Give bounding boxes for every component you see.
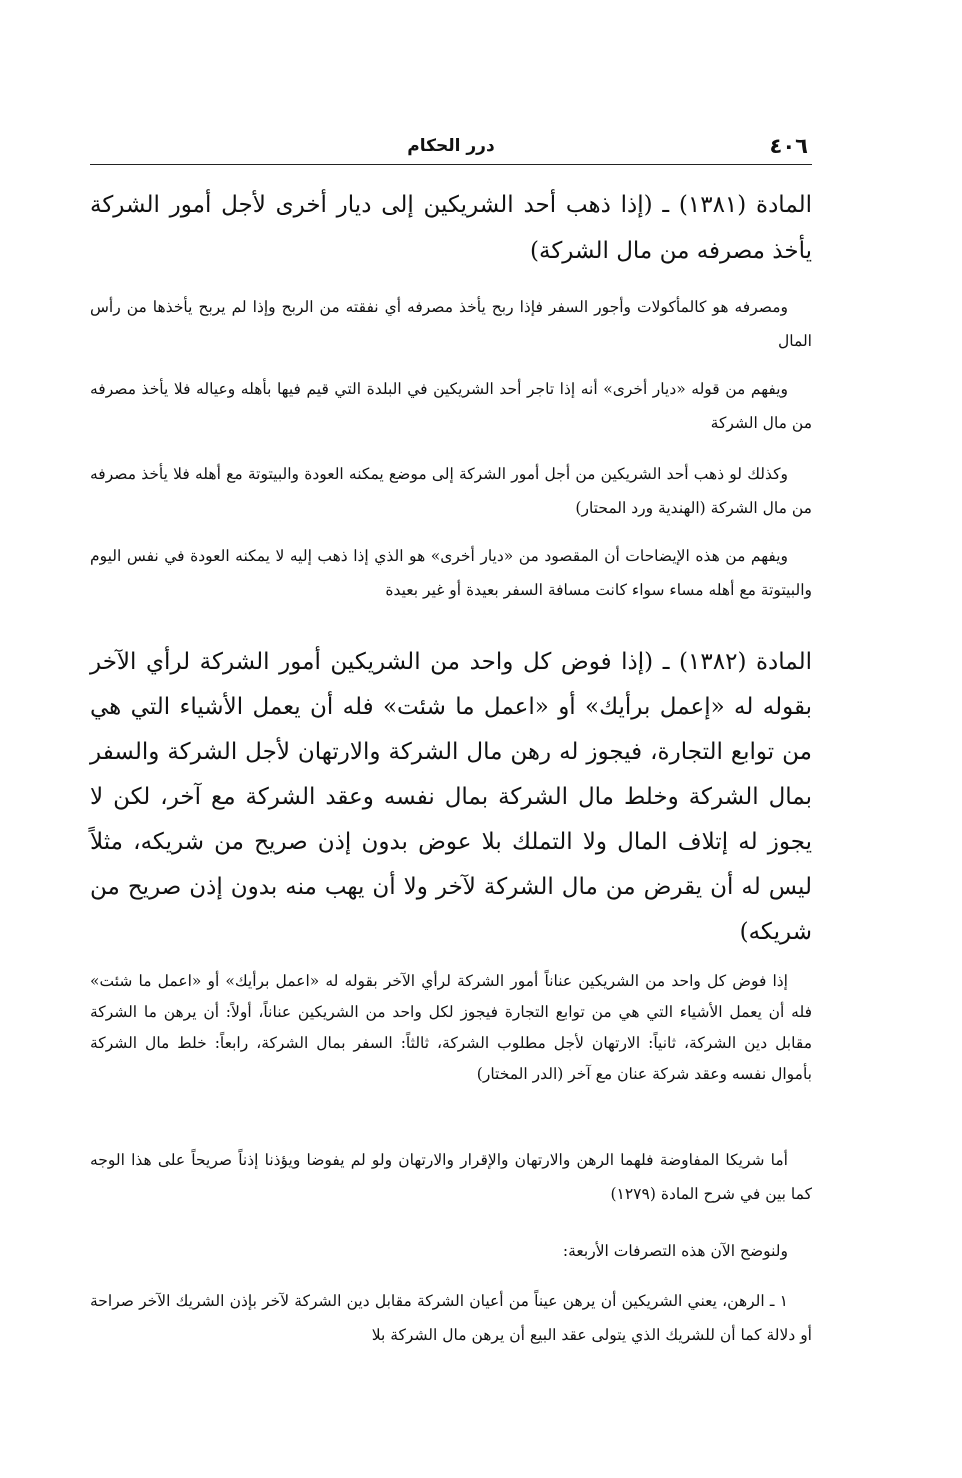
commentary-paragraph: أما شريكا المفاوضة فلهما الرهن والارتهان والإقرار والارتهان ولو لم يفوضا ويؤذنا إذناً صريحاً على هذا الوجه كما بين في شرح المادة (١٢٧٩) — [90, 1151, 812, 1203]
commentary-paragraph: إذا فوض كل واحد من الشريكين عناناً أمور الشركة لرأي الآخر بقوله له «اعمل برأيك» أو «اعمل ما شئت» فله أن يعمل الأشياء التي هي من توابع التجارة فيجوز لكل واحد من الشريكين عناناً، أولاً: أن يرهن ما الشركة مقابل دين الشركة، ثانياً: الارتهان لأجل مطلوب الشركة، ثالثاً: السفر بمال الشركة، رابعاً: خلط مال الشركة بأموال نفسه وعقد شركة عنان مع آخر (الدر المختار) — [90, 972, 812, 1083]
article-1382-heading: المادة (١٣٨٢) ـ (إذا فوض كل واحد من الشريكين أمور الشركة لرأي الآخر بقوله له «إعمل برأيك» أو «اعمل ما شئت» فله أن يعمل الأشياء التي هي من توابع التجارة، فيجوز له رهن مال الشركة والارتهان لأجل الشركة والسفر بمال الشركة وخلط مال الشركة بمال نفسه وعقد الشركة مع آخر، لكن لا يجوز له إتلاف المال ولا التملك بلا عوض بدون إذن صريح من شريكه، مثلاً ليس له أن يقرض من مال الشركة لآخر ولا أن يهب منه بدون إذن صريح من شريكه) — [90, 649, 813, 945]
page-number: ٤٠٦ — [769, 134, 808, 158]
book-title: درر الحكام — [407, 136, 495, 156]
commentary-paragraph: ولنوضح الآن هذه التصرفات الأربعة: — [562, 1242, 788, 1260]
commentary-paragraph: ويفهم من هذه الإيضاحات أن المقصود من «ديار أخرى» هو الذي إذا ذهب إليه لا يمكنه العودة في نفس اليوم والبيتوتة مع أهله مساء سواء كانت مسافة السفر بعيدة أو غير بعيدة — [90, 547, 812, 599]
article-1381-heading: المادة (١٣٨١) ـ (إذا ذهب أحد الشريكين إلى ديار أخرى لأجل أمور الشركة يأخذ مصرفه من مال الشركة) — [90, 192, 813, 264]
commentary-paragraph: ويفهم من قوله «ديار أخرى» أنه إذا تاجر أحد الشريكين في البلدة التي قيم فيها بأهله وعياله فلا يأخذ مصرفه من مال الشركة — [90, 380, 812, 432]
commentary-paragraph: ومصرفه هو كالمأكولات وأجور السفر فإذا ربح يأخذ مصرفه أي نفقته من الربح وإذا لم يربح يأخذها من رأس المال — [90, 298, 812, 350]
running-header — [90, 132, 812, 165]
book-page — [90, 0, 812, 1478]
commentary-paragraph: وكذلك لو ذهب أحد الشريكين من أجل أمور الشركة إلى موضع يمكنه العودة والبيتوتة مع أهله فلا يأخذ مصرفه من مال الشركة (الهندية ورد المحتار) — [90, 465, 812, 517]
commentary-paragraph: ١ ـ الرهن، يعني الشريكين أن يرهن عيناً من أعيان الشركة مقابل دين الشركة لآخر بإذن الشريك الآخر صراحة أو دلالة كما أن للشريك الذي يتولى عقد البيع أن يرهن مال الشركة بلا — [90, 1292, 812, 1344]
